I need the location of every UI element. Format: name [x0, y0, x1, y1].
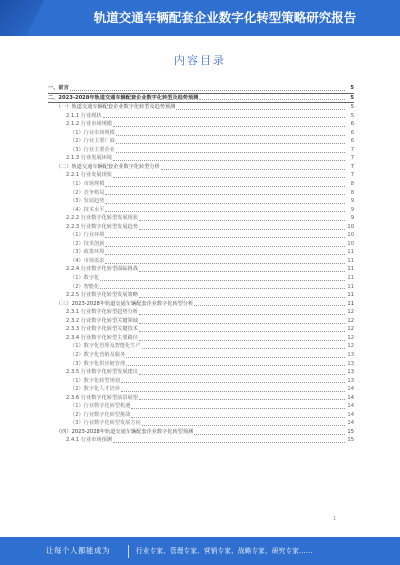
toc-leader-dots: [139, 323, 345, 324]
toc-leader-dots: [139, 340, 345, 341]
toc-entry-page: 7: [350, 146, 354, 153]
footer-slogan: 让每个人都能成为: [46, 546, 110, 555]
toc-entry-page: 15: [347, 428, 354, 435]
toc-entry[interactable]: [48, 411, 354, 420]
toc-entry[interactable]: [48, 180, 354, 189]
toc-leader-dots: [100, 280, 345, 281]
toc-leader-dots: [70, 90, 345, 91]
toc-entry-title: （1）数字化转型规划: [70, 377, 120, 384]
toc-entry[interactable]: [48, 197, 354, 206]
toc-entry-page: 8: [350, 181, 354, 188]
toc-leader-dots: [161, 169, 345, 170]
toc-entry-title: 二、2023-2028年轨道交通车辆配套企业数字化转型及趋势预测: [48, 94, 199, 101]
header-decoration: [0, 0, 44, 36]
toc-entry-page: 10: [347, 240, 354, 247]
toc-entry-title: 2.4.1 行业市场预测: [66, 437, 112, 444]
toc-entry-title: 2.2.1 行业发展现状: [66, 172, 112, 179]
toc-entry[interactable]: [48, 291, 354, 300]
toc-entry-page: 11: [347, 266, 354, 273]
toc-entry-title: （1）数字化: [70, 275, 100, 282]
toc-entry-page: 14: [347, 403, 354, 410]
toc-entry-page: 11: [347, 283, 354, 290]
toc-entry-page: 14: [347, 420, 354, 427]
toc-entry-page: 12: [347, 317, 354, 324]
toc-entry-title: （3）行业数字化转型发展方向: [70, 420, 141, 427]
toc-entry-page: 13: [347, 351, 354, 358]
toc-entry-page: 13: [347, 377, 354, 384]
toc-entry-page: 12: [347, 334, 354, 341]
toc-entry-title: （2）竞争格局: [70, 189, 105, 196]
toc-entry[interactable]: [48, 360, 354, 369]
toc-entry[interactable]: [48, 103, 354, 112]
toc-entry-title: （1）行业数字化转型机遇: [70, 403, 131, 410]
toc-entry[interactable]: [48, 265, 354, 274]
toc-entry-page: 11: [347, 257, 354, 264]
toc-entry[interactable]: [48, 377, 354, 386]
toc-entry-title: （3）数字化供应链管理: [70, 360, 126, 367]
toc-entry[interactable]: [48, 231, 354, 240]
toc-entry-title: （三）2023-2028年轨道交通车辆配套企业数字化转型分析: [56, 300, 194, 307]
toc-entry-title: 2.3.2 行业数字化转型关键领域: [66, 317, 138, 324]
toc-entry-page: 5: [350, 94, 354, 101]
toc-entry-title: 2.1.3 行业发展环境: [66, 155, 112, 162]
toc-leader-dots: [139, 314, 345, 315]
toc-heading: 内容目录: [174, 54, 226, 67]
toc-entry[interactable]: [48, 129, 354, 138]
toc-entry-page: 11: [347, 249, 354, 256]
toc-entry[interactable]: [48, 428, 354, 437]
toc-entry-page: 7: [350, 155, 354, 162]
toc-entry-page: 9: [350, 206, 354, 213]
toc-entry[interactable]: [48, 308, 354, 317]
toc-leader-dots: [100, 288, 345, 289]
toc-entry[interactable]: [48, 206, 354, 215]
toc-entry-title: 2.2.2 行业数字化转型发展现状: [66, 215, 138, 222]
toc-entry[interactable]: [48, 283, 354, 292]
toc-entry[interactable]: [48, 317, 354, 326]
toc-entry-title: （1）市场规模: [70, 181, 105, 188]
toc-entry-page: 10: [347, 232, 354, 239]
toc-entry-title: 2.3.4 行业数字化转型主要路径: [66, 334, 138, 341]
toc-entry-title: 2.3.3 行业数字化转型关键技术: [66, 326, 138, 333]
toc-entry-page: 6: [350, 138, 354, 145]
toc-leader-dots: [121, 391, 345, 392]
toc-entry-page: 14: [347, 394, 354, 401]
toc-entry-title: （2）行业主要厂商: [70, 138, 115, 145]
toc-entry[interactable]: [48, 325, 354, 334]
toc-leader-dots: [113, 442, 345, 443]
toc-entry-title: （4）技术水平: [70, 206, 105, 213]
footer-divider: [128, 545, 129, 558]
toc-leader-dots: [139, 271, 345, 272]
toc-entry-page: 6: [350, 129, 354, 136]
toc-entry-page: 7: [350, 172, 354, 179]
toc-leader-dots: [139, 229, 345, 230]
toc-entry-title: 2.1.1 行业现状: [66, 112, 102, 119]
toc-entry-title: （3）行业主要企业: [70, 146, 115, 153]
toc-leader-dots: [142, 348, 345, 349]
toc-leader-dots: [194, 305, 345, 306]
toc-entry-page: 14: [347, 386, 354, 393]
toc-leader-dots: [131, 417, 345, 418]
toc-entry-page: 5: [350, 112, 354, 119]
toc-entry-page: 11: [347, 292, 354, 299]
toc-entry[interactable]: [48, 171, 354, 180]
toc-leader-dots: [194, 434, 345, 435]
toc-entry-title: （2）行业数字化转型挑战: [70, 411, 131, 418]
toc-entry-page: 5: [350, 104, 354, 111]
toc-leader-dots: [105, 237, 345, 238]
toc-entry-page: 11: [347, 300, 354, 307]
toc-leader-dots: [142, 425, 345, 426]
toc-leader-dots: [105, 263, 345, 264]
toc-entry-title: （2）数字化人才培养: [70, 386, 120, 393]
toc-entry[interactable]: [48, 342, 354, 351]
toc-entry[interactable]: [48, 351, 354, 360]
toc-entry[interactable]: [48, 146, 354, 155]
toc-entry-page: 12: [347, 343, 354, 350]
toc-entry-page: 13: [347, 360, 354, 367]
toc-entry-title: （2）数字化营销及服务: [70, 351, 126, 358]
toc-entry-page: 9: [350, 198, 354, 205]
toc-leader-dots: [139, 331, 345, 332]
toc-leader-dots: [116, 135, 345, 136]
toc-entry-title: 2.3.1 行业数字化转型趋势分析: [66, 309, 138, 316]
report-title: 轨道交通车辆配套企业数字化转型策略研究报告: [93, 10, 357, 25]
table-of-contents: [48, 84, 354, 445]
toc-entry-title: 一、前言: [48, 85, 69, 91]
footer-banner: [0, 537, 400, 565]
toc-entry-page: 6: [350, 121, 354, 128]
toc-entry-title: （4）市场需求: [70, 257, 105, 264]
toc-leader-dots: [126, 365, 345, 366]
toc-entry-title: 2.2.3 行业数字化转型发展趋势: [66, 223, 138, 230]
toc-entry-page: 14: [347, 411, 354, 418]
toc-leader-dots: [139, 399, 345, 400]
toc-entry-page: 15: [347, 437, 354, 444]
toc-entry-title: 2.3.6 行业数字化转型前景展望: [66, 394, 138, 401]
toc-entry[interactable]: [48, 214, 354, 223]
toc-entry[interactable]: [48, 419, 354, 428]
toc-leader-dots: [126, 357, 345, 358]
toc-entry-page: 10: [347, 223, 354, 230]
toc-entry[interactable]: [48, 94, 354, 104]
toc-entry-page: 12: [347, 326, 354, 333]
toc-entry[interactable]: [48, 137, 354, 146]
toc-entry[interactable]: [48, 223, 354, 232]
toc-entry-page: 9: [350, 215, 354, 222]
toc-entry[interactable]: [48, 394, 354, 403]
toc-leader-dots: [116, 143, 345, 144]
toc-entry-title: （2）技术创新: [70, 240, 105, 247]
toc-entry-title: （3）政策环境: [70, 249, 105, 256]
toc-leader-dots: [113, 177, 345, 178]
toc-entry-page: 7: [350, 163, 354, 170]
toc-entry-title: （1）数字化管理及智能化生产: [70, 343, 141, 350]
toc-entry[interactable]: [48, 436, 354, 445]
toc-entry-title: （四）2023-2028年轨道交通车辆配套企业数字化转型预测: [56, 428, 194, 435]
toc-entry[interactable]: [48, 163, 354, 172]
toc-leader-dots: [105, 211, 345, 212]
toc-leader-dots: [199, 99, 345, 100]
toc-entry-page: 5: [350, 85, 354, 91]
toc-leader-dots: [105, 254, 345, 255]
toc-entry-title: （二）轨道交通车辆配套企业数字化转型分析: [56, 163, 160, 170]
toc-leader-dots: [139, 297, 345, 298]
toc-entry[interactable]: [48, 402, 354, 411]
toc-entry[interactable]: [48, 112, 354, 121]
toc-entry-title: （1）行业环境: [70, 232, 105, 239]
toc-entry[interactable]: [48, 248, 354, 257]
toc-entry-title: 2.1.2 行业市场规模: [66, 121, 112, 128]
toc-entry-title: （2）智能化: [70, 283, 100, 290]
toc-entry-title: （1）行业市场规模: [70, 129, 115, 136]
toc-entry[interactable]: [48, 385, 354, 394]
toc-entry[interactable]: [48, 368, 354, 377]
toc-leader-dots: [121, 382, 345, 383]
toc-entry-page: 13: [347, 369, 354, 376]
toc-entry-title: （3）发展趋势: [70, 198, 105, 205]
toc-entry[interactable]: [48, 334, 354, 343]
toc-leader-dots: [113, 160, 345, 161]
toc-leader-dots: [176, 109, 345, 110]
toc-entry[interactable]: [48, 300, 354, 309]
toc-leader-dots: [113, 126, 345, 127]
toc-entry-title: 2.3.5 行业数字化转型发展建议: [66, 369, 138, 376]
page-number: 1: [333, 516, 337, 522]
toc-entry[interactable]: [48, 257, 354, 266]
footer-tagline: 行业专家、管理专家、营销专家、战略专家、研究专家……: [136, 547, 313, 555]
toc-leader-dots: [105, 186, 345, 187]
toc-entry-page: 8: [350, 189, 354, 196]
toc-leader-dots: [105, 194, 345, 195]
toc-leader-dots: [105, 203, 345, 204]
toc-entry-page: 11: [347, 275, 354, 282]
toc-leader-dots: [139, 220, 345, 221]
toc-entry[interactable]: [48, 120, 354, 129]
toc-leader-dots: [139, 374, 345, 375]
toc-leader-dots: [105, 246, 345, 247]
toc-entry-title: 2.2.4 行业数字化转型面临挑战: [66, 266, 138, 273]
toc-entry[interactable]: [48, 84, 354, 94]
toc-entry[interactable]: [48, 154, 354, 163]
toc-leader-dots: [131, 408, 345, 409]
toc-entry[interactable]: [48, 189, 354, 198]
toc-entry-page: 12: [347, 309, 354, 316]
header-banner: [0, 0, 400, 36]
toc-entry[interactable]: [48, 240, 354, 249]
toc-entry[interactable]: [48, 274, 354, 283]
toc-leader-dots: [116, 152, 345, 153]
toc-leader-dots: [103, 117, 345, 118]
toc-entry-title: 2.2.5 行业数字化转型发展策略: [66, 292, 138, 299]
toc-entry-title: （一）轨道交通车辆配套企业数字化转型及趋势预测: [56, 104, 176, 111]
